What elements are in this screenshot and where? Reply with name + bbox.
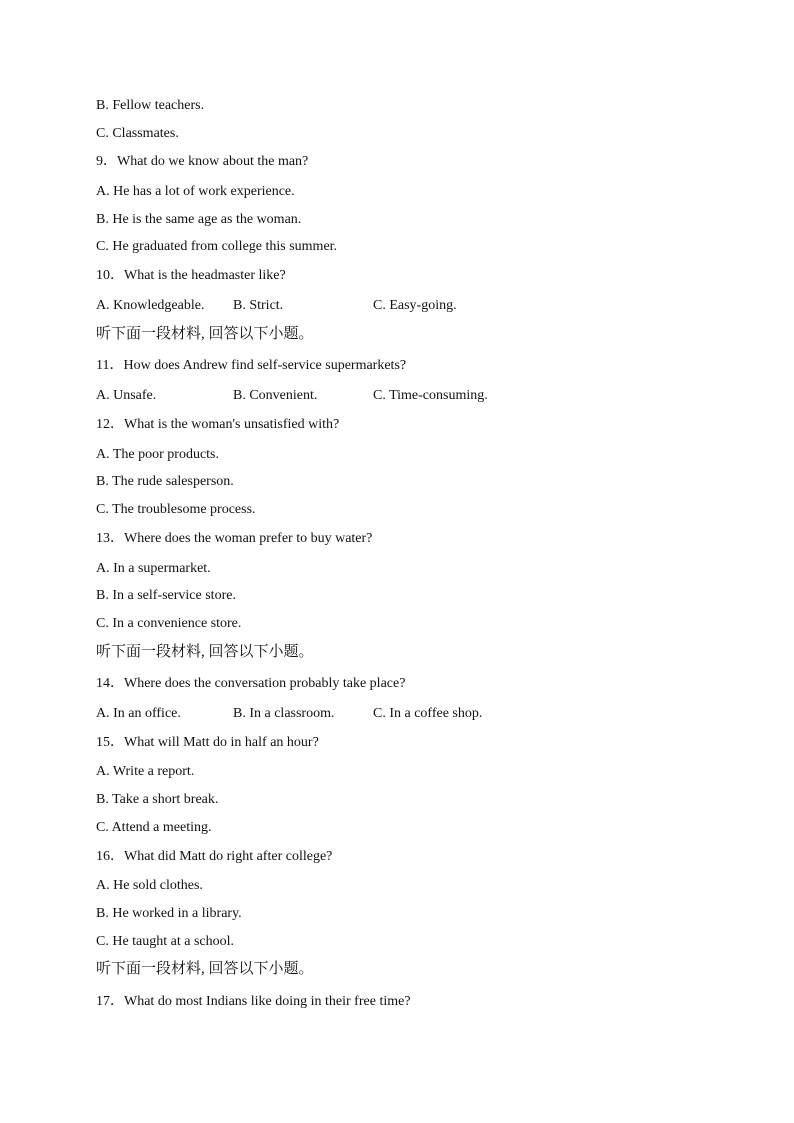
question-line: 17．What do most Indians like doing in their free time? [96,994,411,1009]
option-line: B. The rude salesperson. [96,474,234,489]
option-line: C. He graduated from college this summer. [96,239,338,254]
options-row [96,297,457,315]
option-line: A. He has a lot of work experience. [96,184,295,199]
option-line: B. Take a short break. [96,792,219,807]
option-line: B. Fellow teachers. [96,98,205,113]
option-b: B. Strict. [233,298,284,313]
option-line: C. He taught at a school. [96,934,235,949]
option-b: B. In a classroom. [233,706,335,721]
question-line: 14．Where does the conversation probably take place? [96,676,406,691]
option-a: A. In an office. [96,706,181,721]
option-c: C. Time-consuming. [373,388,488,403]
option-line: A. He sold clothes. [96,878,203,893]
question-line: 12．What is the woman's unsatisfied with? [96,417,340,432]
section-instruction: 听下面一段材料, 回答以下小题。 [96,644,314,660]
option-line: C. In a convenience store. [96,616,242,631]
options-row [96,387,488,405]
options-row [96,705,482,723]
option-line: A. In a supermarket. [96,561,211,576]
option-line: B. In a self-service store. [96,588,236,603]
question-line: 15．What will Matt do in half an hour? [96,735,319,750]
option-line: A. Write a report. [96,764,195,779]
section-instruction: 听下面一段材料, 回答以下小题。 [96,961,314,977]
question-line: 16．What did Matt do right after college? [96,849,333,864]
option-c: C. In a coffee shop. [373,706,483,721]
option-a: A. Knowledgeable. [96,298,205,313]
option-line: C. The troublesome process. [96,502,256,517]
question-line: 13．Where does the woman prefer to buy water? [96,531,373,546]
question-line: 11．How does Andrew find self-service supermarkets? [96,358,407,373]
question-line: 10．What is the headmaster like? [96,268,286,283]
option-a: A. Unsafe. [96,388,157,403]
section-instruction: 听下面一段材料, 回答以下小题。 [96,326,314,342]
option-line: B. He worked in a library. [96,906,242,921]
question-line: 9．What do we know about the man? [96,154,309,169]
option-line: C. Classmates. [96,126,179,141]
option-line: B. He is the same age as the woman. [96,212,302,227]
option-line: A. The poor products. [96,447,219,462]
option-c: C. Easy-going. [373,298,457,313]
option-line: C. Attend a meeting. [96,820,212,835]
option-b: B. Convenient. [233,388,318,403]
